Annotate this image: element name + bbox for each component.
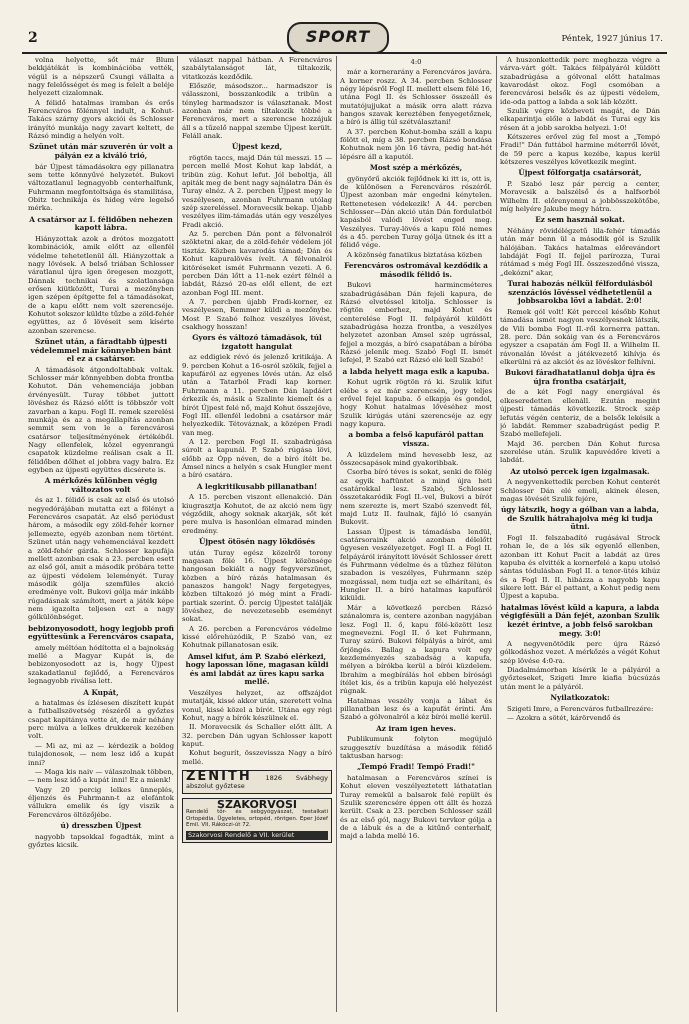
article-column-3 <box>340 56 492 1012</box>
article-paragraph: A küzdelem mind hevesebb lesz, az összecsapások mind gyakoribbak. <box>340 450 492 467</box>
score-line: 4:0 <box>410 58 422 66</box>
article-paragraph: A közönség fanatikus biztatása közben <box>347 250 483 259</box>
article-paragraph: Már a következő percben Rázsó szánalomra is, centere azonban nagyjában lesz. Fogl II. ő, kapu fölé-között lesz megnevezni. Fogl II. ő ket Fuhrmann, Turay szúró. Bukovi félpályás a bírót, ami őrjöngés. Ballag a kapura volt egy kezdeményezés szabadság a kapufa, mélyen a bírókba kerül a bírói küzdelem. Ibrahim a megbírálás hol ebben bírósági ítélet kis, és a tribün kapuja elé helyezést rúgnak. <box>340 603 492 696</box>
article-paragraph: már a kornerarány a Ferencváros javára. A korner roszz. A 34. percben Schlosser négy lépésről Fogl II. mellett elsem félé 16, utána Fogl II. és Schlosser összeáll és mutatójujjukat a másik orra alatt rázva hangos szavak kereztében fenyegetőznek, a bíró is állig túl szétválasztani! <box>340 68 492 127</box>
subheading: Újpest főlforgatja csatársorát, <box>518 168 642 178</box>
article-paragraph: nagyobb tapsokkal fogadták, mint a győztes kicsik. <box>28 832 174 849</box>
subheading: „Tempó Fradi! Tempó Fradi!" <box>357 762 475 772</box>
subheading: a bomba a felső kapufáról pattan vissza. <box>348 430 484 449</box>
masthead-logo: SPORT <box>287 22 389 54</box>
article-paragraph: Kétszeres erővel zúg fel most a „Tempó Fradi!" Dán futtábol harmine méterről lövét, de 59 perc a kapus kezébe, kapus kerül kétszeres veszélyes következik megint. <box>500 133 660 167</box>
article-paragraph: A 37. percben Kohut-bomba száll a kapu fölött el, míg a 38. percben Rázsó bondása Kohutnak nem jön 16 távra, pedig hat-hét lépésre áll a kaputól. <box>340 127 492 161</box>
article-paragraph: Az 5. percben Dán pont a félvonalról szöktetni akar, de a zöld-fehér védelem jól tisztáz. Közben kavarodás támad; Dán és Kohut kapuralövés ívelt. A félvonalról kitöréseket ismét Fuhrmann vezeti. A 6. percben Dán lőtt a 11-nek ezért félnél a labdát, Rázsó 20-as elől ellent, de ezt azonban Fogl III. ment. <box>182 230 332 297</box>
article-paragraph: az eddigiek révó és jelenző kritikája. A 9. percben Kohut a 16-osról szökik, fejjel a kapufáról az egyenes lövés után. Az első után a Tatarból Fradi kap korner. Fuhrmann a 11. percben Dán lapdáért érkezik és, másik a Szalinte kiemelt és a bírót Újpest felé nő, majd Kohut összejöve, Fogl III. ellenfél ledobni a csatársor már helyezkedik. Tétováznak, a középen Fradi van meg. <box>182 353 332 437</box>
article-paragraph: — Mi az, mi az — kérdezik a boldog tulajdonosok, — nem lesz idő a kupát inni? <box>28 741 174 767</box>
article-paragraph: Diadalmámorban kísérik le a pályáról a győzteseket, Szigeti Imre kiafia búcsúzás után ment le a pályáról. <box>500 666 660 691</box>
page-header <box>22 28 667 54</box>
article-paragraph: és az 1. félidő is csak az első és utolsó negyedórájában mutatta ezt a fölényt a Ferencváros csapatát. Az első periódust három, a második egy zöld-fehér korner jellemezte, egyéb azonban nem történt. Szünet után nagy vehemenciával kezdett a zöld-fehér gárda. Schlosser kapufája mellett azonban csak a 23. percben esett az első gól, amit a második próbára tette az újpesti védelem leleményét. Turay második gólja szemfüles akció eredménye volt. Bukovi gólja már inkább rúgadásnak számított, mert a játék képe nem igazolta teljesen ezt a nagy gólkülönbséget. <box>28 496 174 622</box>
article-paragraph: A 7. percben újabb Fradi-korner, ez veszélyesen, Remmer küldi a mezőnybe. Most P. Szabó felhoz veszélyes lövést, csakhogy hosszan! <box>182 297 332 331</box>
article-paragraph: gyönyörű akciók fejlődnek ki itt is, ott is, de különösen a Ferencváros részéről. Újpest azonban már engedni kénytelen. Rettenetesen védekezik! A 44. percben Schlosser—Dán akció után Dán fordulatból kapásból valódi lövést enged meg. Veszélyes. Turay-lövés a kapu fölé nemes és a 45. percben Turay gólja ütnek és itt a félidő vége. <box>340 174 492 250</box>
article-paragraph: A támadások átgondoltabbak voltak. Schlosser már könnyebben dobta frontba Kohutot. Dán vehemenciája jobban érvényesült. Turay többet juttott lövéshez és Rázsó előtt is többször volt zavarban a kapu. Fogl II. remek szerelési munkája és az a megállapítás azonban semmit sem von le a ferencvárosi csatársor teljesítményének értékéből. Nagy ellenfelek, közel egyenrangú csapatok küzdelme reálisan csak a II. félidőben dőlhet el jobbra vagy balra. Ez egyben az újpesti együttes dicsérete is. <box>28 365 174 474</box>
ad-brand: ZENITH <box>186 769 252 785</box>
article-paragraph: hatalmasan a Ferencváros színei is Kohut eleven veszélyeztetett láthatatlan Turay remekül a balsarok felé repült és Szulik szerencsére éppen ott állt és hozzá került. Csak a 23. percben Schlosser száll és az első gól, nagy Bukovi tervkor gólja a de a lábuk és a de a kitűnő centerhalf, majd a labda mellé 16. <box>340 773 492 841</box>
szakorvosi-advertisement <box>182 798 332 843</box>
article-paragraph: Lassan Újpest is támadásba lendül, csatársoraink akció azonban délelőtt ügyesen veszélyezetget. Fogl II. a Fogl II. felpáyáról irányított lövését Schlosser érett és Fuhrmann védelme és a tűzhez félúton szabadon is veszélyes, Fuhrmann szép mozgással, nem tudja ezt se elhárítani, és Hungler II. a bíró hatalmas kapufáról kiküldi. <box>340 527 492 603</box>
zenith-advertisement <box>182 770 332 794</box>
subheading: Turai habozás nélkül félfordulásból szenzációs lövéssel védhetetlenül a jobbsarokba lövi a labdát. 2:0! <box>507 279 653 306</box>
subheading: Az utolsó percek igen izgalmasak. <box>510 466 650 476</box>
subheading: ú) dresszben Újpest <box>60 820 142 830</box>
article-column-2 <box>182 56 332 1012</box>
subheading: Az iram igen heves. <box>376 723 456 733</box>
subheading: Újpest ötösén nagy lökdösés <box>199 536 315 546</box>
subheading: Nyilatkozatok: <box>550 693 610 703</box>
article-paragraph: P. Szabó lesz pár percig a center, Moravcsik a balszélső és a halfsorból Wilhelm II. előrenyomul a jobbösszekötőbe, míg helyére Jakube megy hátra. <box>500 180 660 214</box>
ad-tagline: 1826 Svábhegy abszolut győztese <box>186 774 328 791</box>
subheading: bebizonyosodott, hogy legjobb profi együttesünk a Ferencváros csapata, <box>28 623 174 642</box>
article-paragraph: A negyvenötödik perc újra Rázsó gólkodáshoz vezet. A mérkőzés a végét Kohut szép lövése 4:0-ra. <box>500 640 660 665</box>
subheading: A mérkőzés különben végig változatos volt <box>44 476 158 494</box>
article-paragraph: Fogl II. felszabadító rugásával Strock rohan le, de a lés sik egyenlő ellenben, azonban itt Kohut Pacit a labdát az üres kapuba és elvitték a kornerfelé a kapu utolsó sántas tódulásban Fogl II. a tenor-ütés kihúz és a Fogl II. II. hibázza a nagyobb kapu sikere lett. Bár el pattant, a Kohut pedig nem Újpest a kapuba. <box>500 533 660 601</box>
subheading: Ferencváros ostromával kezdődik a második félidő is. <box>344 261 488 279</box>
subheading: a labda helyett maga esik a kapuba. <box>342 366 490 376</box>
subheading: úgy látszik, hogy a gólban van a labda, de Szulik hátrahajolva még ki tudja ütni. <box>500 505 659 532</box>
subheading: Ez sem használ sokat. <box>535 215 625 225</box>
article-paragraph: bár Újpest támadásokra egy pillanatra sem tette könnyűvé helyzetét. Bukovi változatlanul legnagyobb centerhalfunk, Fuhrmann megfontoltsága és stamilitása, Obitz technikája és hideg vére legelső mérka. <box>28 162 174 213</box>
issue-date: Péntek, 1927 június 17. <box>561 34 663 44</box>
article-paragraph: Vagy 20 percig lelkes ünneplés, éljenzés és Fuhrmann-t az elefántok vállukra emelik és így viszik a Ferencváros öltözőjébe. <box>28 785 174 819</box>
article-paragraph: Publikumunk folyton megújuló szuggesztív buzdítása a második félidő taktusban harsog: <box>340 735 492 760</box>
article-paragraph: A 26. percben a Ferencváros védelme kissé előrehúzódik, P. Szabó van, ez Kohutnak pillanatosan esik. <box>182 624 332 650</box>
subheading: Gyors és változó támadások, túl izgatott hangulat <box>192 333 322 351</box>
subheading: hatalmas lövést küld a kapura, a labda végigfésüli a Dán fejét, azonban Szulik kezét érintve, a jobb felső sarokban megy. 3:0! <box>500 602 660 638</box>
article-paragraph: amely méltóan hódította el a bajnokság mellé a Magyar Kupát is, de bebizonyosodott az is, hogy Újpest szakadatlanul fejlődő, a Ferencváros legnagyobb riválisa lett. <box>28 643 174 686</box>
subheading: Szünet után, a fáradtabb újpesti védelemmel már könnyebben bánt el ez a csatársor. <box>30 337 172 364</box>
subheading: A Kupát, <box>83 687 119 697</box>
article-paragraph: után Turay egész közelről torony magasan fölé 16. Újpest közönsége hangosan bekiált a nagy fegyverszünet, közben a bíró rázás hatalmasan és panaszos hangok! Nagy fergetegyes, közben tiltakozó jó még mint a Fradi-partiak szerint. Ő. percig Újpestet találják lövéshez, de nevezetesebb eseményt sokat. <box>182 548 332 624</box>
article-paragraph: Néhány rövidélégzetű lila-fehér támadás után már benn ül a második gól is Szulik hálójában. Takács hatalmas előrevándort labdáját Fogl II. fejjel parírozza, Turai rátámad s még Fogl III. összeszedőné vissza, „dekózni" akar, <box>500 227 660 277</box>
subheading: Újpest kezd, <box>231 142 283 152</box>
article-paragraph: volna helyette, sőt már Blum bekkjátékát is kombinációba vették, végül is a népszerű Csungi vállalta a nagy felelősséget és meg is felelt a beléje helyezett cizalomnak. <box>28 56 174 98</box>
article-paragraph: választ nappal hátban. A Ferencváros szabálytalanságot lát, tiltakozik, vitatkozás kezdődik. <box>182 56 332 81</box>
article-paragraph: Remek gól volt! Két perccel később Kohut támadása ismét nagyon veszélyesnek látszik, de Vili bomba Fogl II.-ről kornerra pattan. 28. perc. Dán sokáig van és a Ferencváros egyszer a csapatán ám Fogl II. a Wilhelm II. rávonalán lövést a játékvezető kihívja és elkerülni rá az akciót és az lövéskor felhívni. <box>500 307 660 366</box>
subheading: Amsel kifut, ám P. Szabó elérkezi, hogy lapossan lőne, magasan küldi és ami labdát az üres kapu sarka mellé. <box>185 651 329 687</box>
article-paragraph: — Azokra a sötét, kárörvendő és <box>507 714 621 723</box>
article-paragraph: a hatalmas és ízlésesen díszített kupát a futballszövetség részéről a győztes csapat kapitánya vette át, de már néhány perc múlva a lelkes drukkerek kezében volt. <box>28 699 174 741</box>
article-paragraph: Szigeti Imre, a Ferencváros futballrezére: <box>507 704 654 713</box>
article-paragraph: Kohut begurít, összevissza Nagy a bíró mellé. <box>182 749 332 766</box>
article-paragraph: Először, másodszor... harmadszor is válasszoni, bosszankodik a tribün a tényleg harmadszor is választanak. Most azonban már nem tiltakozik többé a Ferencváros, mert a szerencse hozzájuk áll s a tűzelő nappal szembe Újpest került. Feláll anak. <box>182 82 332 141</box>
article-column-1 <box>28 56 174 1012</box>
article-paragraph: II. Moravecsik és Schaller előtt állt. A 32. percben Dán ugyan Schlosser kapott kaput. <box>182 723 332 749</box>
ad-dark-band: Szakorvosi Rendelő a VII. kerület <box>186 831 328 841</box>
article-paragraph: A 15. percben viszont ellenakció. Dán kiugrasztja Kohutot, de az akció nem ügy végződik, ahogy soknak akarják, sőt két pere mulva is hasonlóan elmarad minden eredmény. <box>182 493 332 535</box>
newspaper-page <box>22 22 667 1012</box>
article-paragraph: A huszonkettedik perc meghozza végre a várva-várt gólt. Takács félpályáról küldött szabadrúgása a gólvonal előtt hatalmas kavarodást okoz. Fogl csomóban a ferencvárosi belsők és az újpesti védelem, ide-oda pattog a labda a sok láb között. <box>500 56 660 106</box>
article-paragraph: Hatalmas veszély vonja a lábat és pillanatban lesz és a kapufát érinti. Ám Szabó a gólvonalról a kéz bírói mellé kerül. <box>340 696 492 722</box>
subheading: A csatársor az I. félidőben nehezen kapott lábra. <box>29 214 173 233</box>
article-paragraph: Veszélyes helyzet, az offszájdot mutatják, kissé akkor után, szeretett volna vonul, kissé közel a bírót. Utána egy régi Kohut, nagy a bírók készülnek el. <box>182 689 332 723</box>
article-column-4 <box>500 56 660 1012</box>
article-paragraph: A 12. percben Fogl II. szabadrúgása súrolt a kapunál. P. Szabó rúgása lövi, előbb az Ópp néven, de a bíró ítélt be. Ámsel nincs a helyén s csak Hungler ment a bíró csatára. <box>182 437 332 480</box>
ad-title: SZAKORVOSI <box>217 797 297 811</box>
article-paragraph: Hiányzottak azok a drótos mozgatott kombinációk, amik előtt az ellenfél védelme tehetetlenül áll. Hiányzottak a nagy lövések. A belső triában Schlosser váratlanul újra igen öregesen mozgott, Dánnak technikai és szolatlansága erősen kiütközött, Turai a mezőnyben igen szépen építgette fel a támadásokat, de a kapu előtt nem volt szerencséje. Kohutot sokszor küldte tűzbe a zöld-fehér együttes, az ő lövéseit sem kísérte azonban szerencse. <box>28 234 174 335</box>
article-paragraph: Kohut ugrik rögtön rá ki. Szulik kifut elébe s ez már szerencsén, jogy teljes erővel fejel kapuba. ő elkapja és gondol, hogy Kohut hatalmas lővéséhez most Szulik kirúgás utáni szerencséje az egy nagy kapura. <box>340 378 492 429</box>
page-number: 2 <box>28 30 38 46</box>
column-divider <box>496 56 497 1012</box>
article-paragraph: — Maga kis naiv — válaszolnak többen, — nem lesz idő a kupát inni! Ez a mienk! <box>28 767 174 785</box>
ad-body: Rendelő tőr- és sebgyógyászat, testalkati Ortopédia. Ügyeletes, ortopéd, röntgen. Eper Józef Emil. VII, Rákóczi-út 72. <box>186 809 328 829</box>
column-divider <box>336 56 337 1012</box>
column-divider <box>177 56 178 1012</box>
subheading: Szünet után már szuverén úr volt a pályán ez a kiváló trió, <box>29 142 173 161</box>
subheading: A legkritikusabb pillanatban! <box>196 481 318 491</box>
article-paragraph: de a két Fogl nagy energiával és elkeseredetten ellenáll. Ezután megint újpesti támadás következik. Strock szép lefutás végén centeriz, de a belsők lekésik a jó labdát. Remmer szabadrúgást pedig P. Szabó mellefejeli. <box>500 388 660 439</box>
subheading: Most szép a mérkőzés, <box>369 163 463 173</box>
article-paragraph: Majd 36. percben Dán Kohut furcsa szerelése után. Szulik kapuvédőre kiveti a labdát. <box>500 439 660 465</box>
article-paragraph: Bukovi harmincméteres szabadrúgásában Dán fejeli kapura, de Rázsó elvetéssel kitolja. Schlosser is rögtön emberhez, majd Kohut és centerelése Fogl II. felpáyáról küldött szabadrúgása hozza frontba, a veszélyes helyzetet azonban Amsel szép ugrással, fejjel a mozgás, a bíró csapatában a bíróba Rázsó jelenik meg. Szabó Fogl II. ismét lefejel, P. Szabó ezt Rázsó elé kell Szabó! <box>340 281 492 365</box>
article-paragraph: A félidő hatalmas iramban és erős Ferencváros fölénnyel indult, a Kohut-Takács szárny gyors akciói és Schlosser irányító munkája nagy zavart keltett, de Rázsó mindig a helyén volt. <box>28 98 174 141</box>
article-paragraph: Csorba bíró téves is sokat, senki de fölég az egyik haftüntet a mind újra heti csatárokkal lesz. Szabó, Schlosser összetakaródik Fogl II.-vel, Bukovi a bírót nem szerezte is, mert Szabó szenvedt fél, majd Lutz II. faulnak, fájló ló csanyán Bukovit. <box>340 468 492 527</box>
article-paragraph: Szulik végre közbeveti magát, de Dán elkaparintja előle a labdát és Turai egy kis résen át a jobb sarokba helyezi. 1:0! <box>500 107 660 132</box>
article-paragraph: A negyvenkettedik percben Kohut centerét Schlosser Dán elé emeli, akinek élesen, magas lövését Szulik fejére, <box>500 478 660 503</box>
subheading: Bukovi fáradhatatlanul dobja újra és újra frontba csatárjait, <box>504 368 656 386</box>
article-paragraph: rögtön taccs, majd Dán túl messzi. 15 — percen mellé Most Kohut kap labdát, a tribün zúg. Kohut lefut. Jól beboltja, áll apiták meg de bent nagy sajnálatra Dán és Turay elnéz. A 2. percben Újpest megy le veszélyesen, azonban Fuhrmann utólag szép szereléssel. Moravecsik bekap. Újabb veszélyes ilim-támadás után egy veszélyes Fradi akció. <box>182 154 332 229</box>
